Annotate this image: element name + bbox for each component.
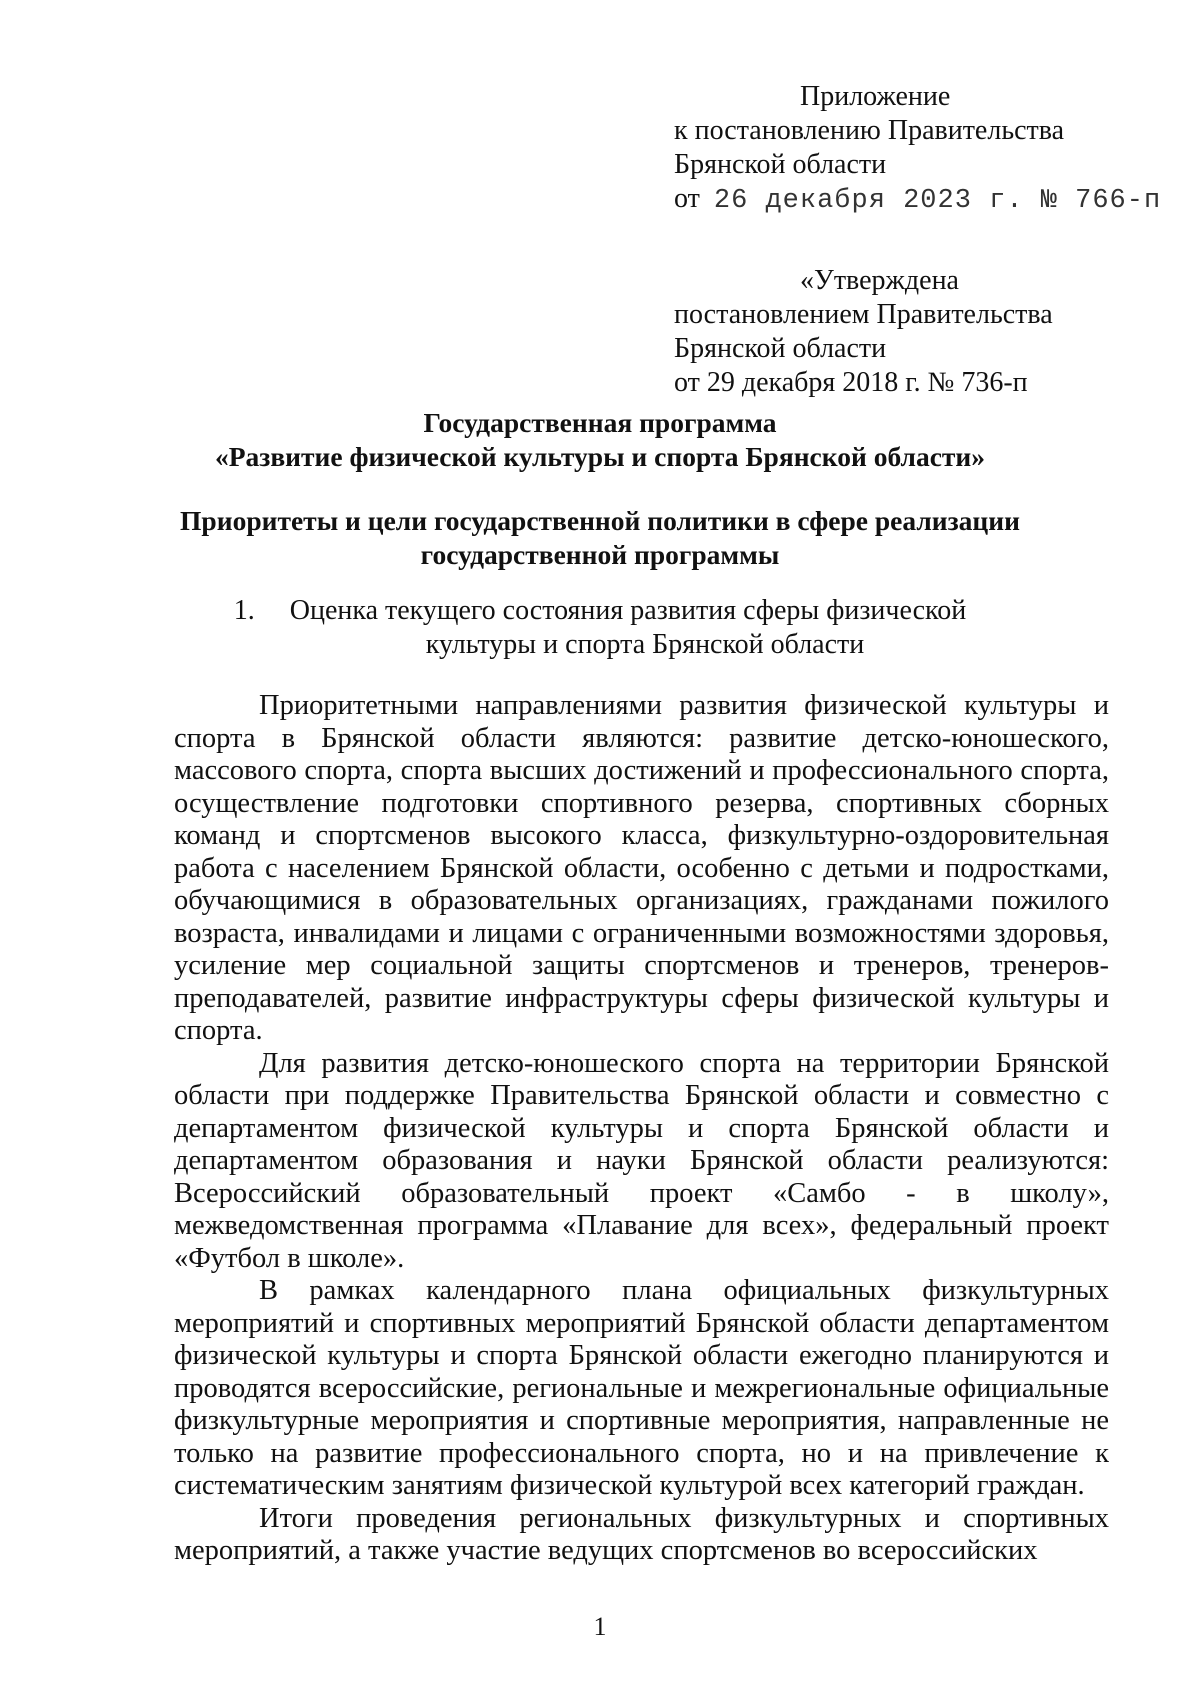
annex-date-prefix: от [674,183,700,214]
priorities-heading [150,504,1050,572]
annex-line: к постановлению Правительства [674,115,1065,146]
priorities-heading-line: Приоритеты и цели государственной политики в сфере реализации [180,505,1020,536]
section-heading [150,594,1050,662]
paragraph: Итоги проведения региональных физкультурных и спортивных мероприятий, а также участие ведущих спортсменов во всероссийских [174,1502,1109,1566]
paragraph: Для развития детско-юношеского спорта на территории Брянской области при поддержке Правительства Брянской области и совместно с департаментом физической культуры и спорта Брянской области и департаментом образования и науки Брянской области реализуются: Всероссийский образовательный проект «Самбо - в школу», межведомственная программа «Плавание для всех», федеральный проект «Футбол в школе». [174,1047,1109,1274]
program-title-line: «Развитие физической культуры и спорта Брянской области» [214,441,985,472]
approved-date-line: от 29 декабря 2018 г. № 736-п [674,367,1028,398]
paragraph: В рамках календарного плана официальных физкультурных мероприятий и спортивных мероприятий Брянской области департаментом физической культуры и спорта Брянской области ежегодно планируются и проводятся всероссийские, региональные и межрегиональные официальные физкультурные мероприятия и спортивные мероприятия, направленные не только на развитие профессионального спорта, но и на привлечение к систематическим занятиям физической культурой всех категорий граждан. [174,1275,1109,1501]
paragraph: Приоритетными направлениями развития физической культуры и спорта в Брянской области являются: развитие детско-юношеского, массового спорта, спорта высших достижений и профессионального спорта, осуществление подготовки спортивного резерва, спортивных сборных команд и спортсменов высокого класса, физкультурно-оздоровительная работа с населением Брянской области, особенно с детьми и подростками, обучающимися в образовательных организациях, гражданами пожилого возраста, инвалидами и лицами с ограниченными возможностями здоровья, усиление мер социальной защиты спортсменов и тренеров, тренеров-преподавателей, развитие инфраструктуры сферы физической культуры и спорта. [174,690,1109,1046]
annex-line: Брянской области [674,149,887,180]
program-title [150,406,1050,474]
program-title-line: Государственная программа [423,407,777,438]
annex-title: Приложение [800,81,951,112]
approved-title: «Утверждена [800,265,959,296]
annex-block [674,80,1161,400]
page-number: 1 [593,1612,607,1641]
approved-line: постановлением Правительства [674,299,1053,330]
section-heading-line: культуры и спорта Брянской области [425,629,865,660]
body-text [174,690,1109,1568]
priorities-heading-line: государственной программы [420,539,780,570]
annex-date-line [674,182,1161,218]
section-heading-line: 1. Оценка текущего состояния развития сферы физической [233,595,967,626]
approved-line: Брянской области [674,333,887,364]
annex-stamped-date: 26 декабря 2023 г. № 766-п [713,186,1162,216]
